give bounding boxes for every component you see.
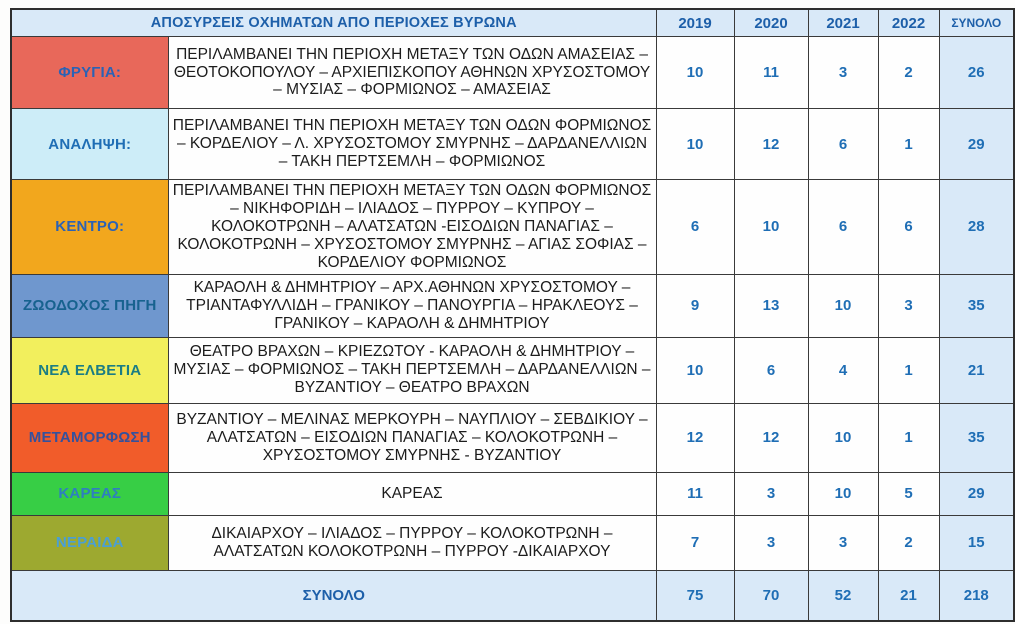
area-description-cell: ΘΕΑΤΡΟ ΒΡΑΧΩΝ – ΚΡΙΕΖΩΤΟΥ - ΚΑΡΑΟΛΗ & ΔΗΜΗΤΡΙΟΥ – ΜΥΣΙΑΣ – ΦΟΡΜΙΩΝΟΣ – ΤΑΚΗ ΠΕΡΤΣΕΜΛΗ – ΔΑΡΔΑΝΕΛΛΙΩΝ – ΒΥΖΑΝΤΙΟΥ – ΘΕΑΤΡΟ ΒΡΑΧΩΝ xyxy=(168,337,656,403)
year-value-cell: 3 xyxy=(808,515,878,570)
grand-total-cell: 218 xyxy=(939,570,1014,621)
year-value-cell: 12 xyxy=(656,403,734,472)
area-description-cell: ΠΕΡΙΛΑΜΒΑΝΕΙ ΤΗΝ ΠΕΡΙΟΧΗ ΜΕΤΑΞΥ ΤΩΝ ΟΔΩΝ ΑΜΑΣΕΙΑΣ – ΘΕΟΤΟΚΟΠΟΥΛΟΥ – ΑΡΧΙΕΠΙΣΚΟΠΟΥ ΑΘΗΝΩΝ ΧΡΥΣΟΣΤΟΜΟΥ – ΜΥΣΙΑΣ – ΦΟΡΜΙΩΝΟΣ – ΑΜΑΣΕΙΑΣ xyxy=(168,37,656,109)
year-header: ΣΥΝΟΛΟ xyxy=(939,9,1014,37)
year-header: 2022 xyxy=(878,9,939,37)
area-name-cell: ΝΕΡΑΙΔΑ xyxy=(11,515,168,570)
area-name-cell: ΖΩΟΔΟΧΟΣ ΠΗΓΗ xyxy=(11,274,168,337)
header-row xyxy=(11,9,1014,37)
year-value-cell: 2 xyxy=(878,37,939,109)
area-description-cell: ΚΑΡΑΟΛΗ & ΔΗΜΗΤΡΙΟΥ – ΑΡΧ.ΑΘΗΝΩΝ ΧΡΥΣΟΣΤΟΜΟΥ – ΤΡΙΑΝΤΑΦΥΛΛΙΔΗ – ΓΡΑΝΙΚΟΥ – ΠΑΝΟΥΡΓΙΑ – ΗΡΑΚΛΕΟΥΣ – ΓΡΑΝΙΚΟΥ – ΚΑΡΑΟΛΗ & ΔΗΜΗΤΡΙΟΥ xyxy=(168,274,656,337)
table-row xyxy=(11,274,1014,337)
year-value-cell: 3 xyxy=(878,274,939,337)
area-description-cell: ΚΑΡΕΑΣ xyxy=(168,472,656,515)
row-total-cell: 35 xyxy=(939,274,1014,337)
row-total-cell: 29 xyxy=(939,472,1014,515)
area-name-cell: ΚΑΡΕΑΣ xyxy=(11,472,168,515)
area-description-cell: ΔΙΚΑΙΑΡΧΟΥ – ΙΛΙΑΔΟΣ – ΠΥΡΡΟΥ – ΚΟΛΟΚΟΤΡΩΝΗ – ΑΛΑΤΣΑΤΩΝ ΚΟΛΟΚΟΤΡΩΝΗ – ΠΥΡΡΟΥ -ΔΙΚΑΙΑΡΧΟΥ xyxy=(168,515,656,570)
table-row xyxy=(11,472,1014,515)
grand-total-cell: 52 xyxy=(808,570,878,621)
table-row xyxy=(11,109,1014,180)
year-value-cell: 1 xyxy=(878,337,939,403)
year-value-cell: 4 xyxy=(808,337,878,403)
year-value-cell: 10 xyxy=(734,180,808,275)
row-total-cell: 35 xyxy=(939,403,1014,472)
row-total-cell: 29 xyxy=(939,109,1014,180)
row-total-cell: 15 xyxy=(939,515,1014,570)
year-value-cell: 6 xyxy=(808,109,878,180)
year-value-cell: 6 xyxy=(878,180,939,275)
year-value-cell: 7 xyxy=(656,515,734,570)
year-value-cell: 3 xyxy=(734,515,808,570)
year-header: 2019 xyxy=(656,9,734,37)
grand-total-cell: 21 xyxy=(878,570,939,621)
year-value-cell: 6 xyxy=(656,180,734,275)
year-header: 2020 xyxy=(734,9,808,37)
year-value-cell: 3 xyxy=(808,37,878,109)
year-value-cell: 2 xyxy=(878,515,939,570)
total-row xyxy=(11,570,1014,621)
area-name-cell: ΝΕΑ ΕΛΒΕΤΙΑ xyxy=(11,337,168,403)
table-title: ΑΠΟΣΥΡΣΕΙΣ ΟΧΗΜΑΤΩΝ ΑΠΟ ΠΕΡΙΟΧΕΣ ΒΥΡΩΝΑ xyxy=(11,9,656,37)
row-total-cell: 21 xyxy=(939,337,1014,403)
year-value-cell: 3 xyxy=(734,472,808,515)
table-row xyxy=(11,337,1014,403)
year-value-cell: 5 xyxy=(878,472,939,515)
table-row xyxy=(11,403,1014,472)
year-header: 2021 xyxy=(808,9,878,37)
area-name-cell: ΑΝΑΛΗΨΗ: xyxy=(11,109,168,180)
table-row xyxy=(11,37,1014,109)
year-value-cell: 11 xyxy=(656,472,734,515)
year-value-cell: 13 xyxy=(734,274,808,337)
area-description-cell: ΠΕΡΙΛΑΜΒΑΝΕΙ ΤΗΝ ΠΕΡΙΟΧΗ ΜΕΤΑΞΥ ΤΩΝ ΟΔΩΝ ΦΟΡΜΙΩΝΟΣ – ΝΙΚΗΦΟΡΙΔΗ – ΙΛΙΑΔΟΣ – ΠΥΡΡΟΥ – ΚΥΠΡΟΥ – ΚΟΛΟΚΟΤΡΩΝΗ – ΑΛΑΤΣΑΤΩΝ -ΕΙΣΟΔΙΩΝ ΠΑΝΑΓΙΑΣ – ΚΟΛΟΚΟΤΡΩΝΗ – ΧΡΥΣΟΣΤΟΜΟΥ ΣΜΥΡΝΗΣ – ΑΓΙΑΣ ΣΟΦΙΑΣ – ΚΟΡΔΕΛΙΟΥ ΦΟΡΜΙΩΝΟΣ xyxy=(168,180,656,275)
year-value-cell: 10 xyxy=(808,472,878,515)
table-row xyxy=(11,515,1014,570)
year-value-cell: 9 xyxy=(656,274,734,337)
grand-total-cell: 70 xyxy=(734,570,808,621)
year-value-cell: 10 xyxy=(656,109,734,180)
grand-total-cell: 75 xyxy=(656,570,734,621)
year-value-cell: 1 xyxy=(878,403,939,472)
year-value-cell: 6 xyxy=(734,337,808,403)
area-description-cell: ΠΕΡΙΛΑΜΒΑΝΕΙ ΤΗΝ ΠΕΡΙΟΧΗ ΜΕΤΑΞΥ ΤΩΝ ΟΔΩΝ ΦΟΡΜΙΩΝΟΣ – ΚΟΡΔΕΛΙΟΥ – Λ. ΧΡΥΣΟΣΤΟΜΟΥ ΣΜΥΡΝΗΣ – ΔΑΡΔΑΝΕΛΛΙΩΝ – ΤΑΚΗ ΠΕΡΤΣΕΜΛΗ – ΦΟΡΜΙΩΝΟΣ xyxy=(168,109,656,180)
year-value-cell: 10 xyxy=(656,337,734,403)
area-description-cell: ΒΥΖΑΝΤΙΟΥ – ΜΕΛΙΝΑΣ ΜΕΡΚΟΥΡΗ – ΝΑΥΠΛΙΟΥ – ΣΕΒΔΙΚΙΟΥ – ΑΛΑΤΣΑΤΩΝ – ΕΙΣΟΔΙΩΝ ΠΑΝΑΓΙΑΣ – ΚΟΛΟΚΟΤΡΩΝΗ – ΧΡΥΣΟΣΤΟΜΟΥ ΣΜΥΡΝΗΣ - ΒΥΖΑΝΤΙΟΥ xyxy=(168,403,656,472)
area-name-cell: ΚΕΝΤΡΟ: xyxy=(11,180,168,275)
table-row xyxy=(11,180,1014,275)
year-value-cell: 11 xyxy=(734,37,808,109)
area-name-cell: ΦΡΥΓΙΑ: xyxy=(11,37,168,109)
row-total-cell: 28 xyxy=(939,180,1014,275)
total-label: ΣΥΝΟΛΟ xyxy=(11,570,656,621)
year-value-cell: 6 xyxy=(808,180,878,275)
year-value-cell: 1 xyxy=(878,109,939,180)
year-value-cell: 10 xyxy=(656,37,734,109)
row-total-cell: 26 xyxy=(939,37,1014,109)
year-value-cell: 10 xyxy=(808,274,878,337)
year-value-cell: 12 xyxy=(734,403,808,472)
vehicle-withdrawals-table xyxy=(10,8,1015,622)
area-name-cell: ΜΕΤΑΜΟΡΦΩΣΗ xyxy=(11,403,168,472)
year-value-cell: 10 xyxy=(808,403,878,472)
year-value-cell: 12 xyxy=(734,109,808,180)
